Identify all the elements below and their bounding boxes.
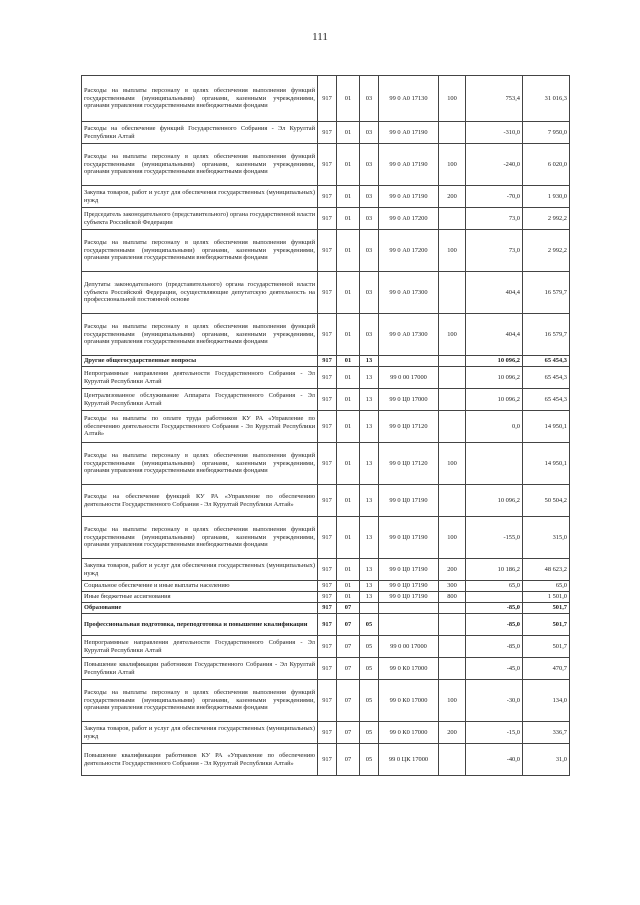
row-subsection-cell: 03 xyxy=(360,122,379,144)
row-article-cell: 99 0 А0 17300 xyxy=(379,314,439,356)
row-section-cell: 01 xyxy=(337,208,360,230)
row-section-cell: 01 xyxy=(337,272,360,314)
row-article-cell: 99 0 Ц0 17190 xyxy=(379,592,439,603)
row-section-cell: 07 xyxy=(337,636,360,658)
row-article-cell: 99 0 А0 17130 xyxy=(379,76,439,122)
row-name-cell: Повышение квалификации работников Государственного Собрания - Эл Курултай Республики Алтай xyxy=(82,658,318,680)
row-article-cell xyxy=(379,603,439,614)
row-total-cell: 16 579,7 xyxy=(523,314,570,356)
row-subsection-cell: 13 xyxy=(360,559,379,581)
row-type-cell: 200 xyxy=(439,559,466,581)
row-code-cell: 917 xyxy=(318,314,337,356)
row-name-cell: Расходы на выплаты персоналу в целях обеспечения выполнения функций государственными (муниципальными) органами, казенными учреждениями, органами управления государственными внебюджетными фондами xyxy=(82,230,318,272)
row-type-cell xyxy=(439,614,466,636)
page-number: 111 xyxy=(312,31,328,43)
row-name-cell: Расходы на обеспечение функций Государственного Собрания - Эл Курултай Республики Алтай xyxy=(82,122,318,144)
row-code-cell: 917 xyxy=(318,122,337,144)
row-article-cell: 99 0 Ц0 17190 xyxy=(379,559,439,581)
row-article-cell: 99 0 К0 17000 xyxy=(379,722,439,744)
row-code-cell: 917 xyxy=(318,658,337,680)
row-total-cell: 2 992,2 xyxy=(523,230,570,272)
row-article-cell: 99 0 00 17000 xyxy=(379,367,439,389)
row-name-cell: Расходы на обеспечение функций КУ РА «Управление по обеспечению деятельности Государственного Собрания - Эл Курултай Республики Алтай» xyxy=(82,485,318,517)
row-code-cell: 917 xyxy=(318,559,337,581)
row-name-cell: Непрограммные направления деятельности Государственного Собрания - Эл Курултай Республики Алтай xyxy=(82,636,318,658)
table-row xyxy=(82,485,570,517)
table-row xyxy=(82,356,570,367)
row-type-cell: 100 xyxy=(439,314,466,356)
row-total-cell: 31 016,3 xyxy=(523,76,570,122)
table-row xyxy=(82,367,570,389)
row-code-cell: 917 xyxy=(318,367,337,389)
table-row xyxy=(82,411,570,443)
row-article-cell xyxy=(379,614,439,636)
row-name-cell: Социальное обеспечение и иные выплаты населению xyxy=(82,581,318,592)
row-section-cell: 01 xyxy=(337,314,360,356)
row-subsection-cell: 13 xyxy=(360,356,379,367)
row-change-cell xyxy=(466,592,523,603)
row-type-cell: 200 xyxy=(439,186,466,208)
row-code-cell: 917 xyxy=(318,356,337,367)
row-code-cell: 917 xyxy=(318,680,337,722)
row-article-cell: 99 0 А0 17190 xyxy=(379,186,439,208)
row-type-cell xyxy=(439,658,466,680)
row-section-cell: 07 xyxy=(337,658,360,680)
row-total-cell: 336,7 xyxy=(523,722,570,744)
row-article-cell: 99 0 А0 17190 xyxy=(379,144,439,186)
row-subsection-cell: 05 xyxy=(360,658,379,680)
row-name-cell: Другие общегосударственные вопросы xyxy=(82,356,318,367)
table-row xyxy=(82,744,570,776)
row-change-cell: 10 096,2 xyxy=(466,485,523,517)
table-row xyxy=(82,614,570,636)
row-name-cell: Депутаты законодательного (представительного) органа государственной власти субъекта Российской Федерации, осуществляющие депутатскую деятельность на профессиональной постоянной основе xyxy=(82,272,318,314)
row-total-cell: 50 504,2 xyxy=(523,485,570,517)
table-row xyxy=(82,314,570,356)
row-code-cell: 917 xyxy=(318,272,337,314)
row-name-cell: Профессиональная подготовка, переподготовка и повышение квалификации xyxy=(82,614,318,636)
row-section-cell: 01 xyxy=(337,411,360,443)
row-total-cell: 501,7 xyxy=(523,614,570,636)
row-type-cell: 300 xyxy=(439,581,466,592)
table-row xyxy=(82,722,570,744)
row-subsection-cell xyxy=(360,603,379,614)
row-section-cell: 01 xyxy=(337,443,360,485)
row-total-cell: 501,7 xyxy=(523,603,570,614)
row-code-cell: 917 xyxy=(318,744,337,776)
row-change-cell: -310,0 xyxy=(466,122,523,144)
row-name-cell: Расходы на выплаты персоналу в целях обеспечения выполнения функций государственными (муниципальными) органами, казенными учреждениями, органами управления государственными внебюджетными фондами xyxy=(82,517,318,559)
row-change-cell: 753,4 xyxy=(466,76,523,122)
row-name-cell: Централизованное обслуживание Аппарата Государственного Собрания - Эл Курултай Республики Алтай xyxy=(82,389,318,411)
row-section-cell: 07 xyxy=(337,744,360,776)
row-change-cell: 404,4 xyxy=(466,314,523,356)
row-type-cell xyxy=(439,272,466,314)
row-change-cell: -155,0 xyxy=(466,517,523,559)
table-row xyxy=(82,636,570,658)
row-type-cell xyxy=(439,367,466,389)
row-code-cell: 917 xyxy=(318,581,337,592)
row-change-cell: 10 096,2 xyxy=(466,356,523,367)
row-section-cell: 01 xyxy=(337,122,360,144)
row-type-cell: 100 xyxy=(439,144,466,186)
row-name-cell: Расходы на выплаты персоналу в целях обеспечения выполнения функций государственными (муниципальными) органами, казенными учреждениями, органами управления государственными внебюджетными фондами xyxy=(82,680,318,722)
row-total-cell: 2 992,2 xyxy=(523,208,570,230)
row-section-cell: 01 xyxy=(337,592,360,603)
row-change-cell: -70,0 xyxy=(466,186,523,208)
row-subsection-cell: 03 xyxy=(360,230,379,272)
row-article-cell xyxy=(379,356,439,367)
row-change-cell: 404,4 xyxy=(466,272,523,314)
row-change-cell: -240,0 xyxy=(466,144,523,186)
row-type-cell xyxy=(439,356,466,367)
row-subsection-cell: 13 xyxy=(360,485,379,517)
row-change-cell: -45,0 xyxy=(466,658,523,680)
row-article-cell: 99 0 Ц0 17120 xyxy=(379,411,439,443)
row-subsection-cell: 03 xyxy=(360,208,379,230)
table-row xyxy=(82,144,570,186)
table-row xyxy=(82,272,570,314)
row-subsection-cell: 13 xyxy=(360,367,379,389)
table-row xyxy=(82,559,570,581)
row-section-cell: 01 xyxy=(337,367,360,389)
row-total-cell: 6 020,0 xyxy=(523,144,570,186)
row-article-cell: 99 0 А0 17190 xyxy=(379,122,439,144)
row-subsection-cell: 03 xyxy=(360,314,379,356)
row-code-cell: 917 xyxy=(318,389,337,411)
row-subsection-cell: 05 xyxy=(360,722,379,744)
row-code-cell: 917 xyxy=(318,208,337,230)
row-total-cell: 16 579,7 xyxy=(523,272,570,314)
row-change-cell: -15,0 xyxy=(466,722,523,744)
row-total-cell: 31,0 xyxy=(523,744,570,776)
row-code-cell: 917 xyxy=(318,230,337,272)
row-subsection-cell: 03 xyxy=(360,144,379,186)
row-subsection-cell: 05 xyxy=(360,614,379,636)
row-name-cell: Расходы на выплаты персоналу в целях обеспечения выполнения функций государственными (муниципальными) органами, казенными учреждениями, органами управления государственными внебюджетными фондами xyxy=(82,443,318,485)
row-type-cell: 100 xyxy=(439,443,466,485)
row-change-cell: 73,0 xyxy=(466,208,523,230)
row-type-cell xyxy=(439,485,466,517)
row-section-cell: 07 xyxy=(337,603,360,614)
row-name-cell: Расходы на выплаты персоналу в целях обеспечения выполнения функций государственными (муниципальными) органами, казенными учреждениями, органами управления государственными внебюджетными фондами xyxy=(82,144,318,186)
row-code-cell: 917 xyxy=(318,411,337,443)
row-total-cell: 14 950,1 xyxy=(523,443,570,485)
table-row xyxy=(82,581,570,592)
row-article-cell: 99 0 А0 17300 xyxy=(379,272,439,314)
row-section-cell: 01 xyxy=(337,485,360,517)
row-section-cell: 01 xyxy=(337,230,360,272)
table-row xyxy=(82,389,570,411)
row-article-cell: 99 0 Ц0 17190 xyxy=(379,581,439,592)
row-subsection-cell: 13 xyxy=(360,592,379,603)
row-code-cell: 917 xyxy=(318,485,337,517)
row-article-cell: 99 0 А0 17200 xyxy=(379,208,439,230)
row-section-cell: 01 xyxy=(337,76,360,122)
row-type-cell: 800 xyxy=(439,592,466,603)
row-name-cell: Председатель законодательного (представительного) органа государственной власти субъекта Российской Федерации xyxy=(82,208,318,230)
row-code-cell: 917 xyxy=(318,614,337,636)
row-subsection-cell: 05 xyxy=(360,680,379,722)
table-row xyxy=(82,230,570,272)
row-article-cell: 99 0 ЦК 17000 xyxy=(379,744,439,776)
row-section-cell: 01 xyxy=(337,581,360,592)
row-total-cell: 48 623,2 xyxy=(523,559,570,581)
row-type-cell xyxy=(439,389,466,411)
row-total-cell: 315,0 xyxy=(523,517,570,559)
row-name-cell: Закупка товаров, работ и услуг для обеспечения государственных (муниципальных) нужд xyxy=(82,186,318,208)
row-code-cell: 917 xyxy=(318,443,337,485)
table-row xyxy=(82,443,570,485)
row-article-cell: 99 0 Ц0 17190 xyxy=(379,485,439,517)
row-code-cell: 917 xyxy=(318,186,337,208)
row-change-cell: 65,0 xyxy=(466,581,523,592)
row-article-cell: 99 0 К0 17000 xyxy=(379,680,439,722)
row-name-cell: Закупка товаров, работ и услуг для обеспечения государственных (муниципальных) нужд xyxy=(82,559,318,581)
row-total-cell: 65,0 xyxy=(523,581,570,592)
table-row xyxy=(82,603,570,614)
row-article-cell: 99 0 Ц0 17190 xyxy=(379,517,439,559)
row-subsection-cell: 13 xyxy=(360,443,379,485)
row-code-cell: 917 xyxy=(318,603,337,614)
row-change-cell: -85,0 xyxy=(466,636,523,658)
row-type-cell xyxy=(439,603,466,614)
budget-table-body xyxy=(82,76,570,776)
row-code-cell: 917 xyxy=(318,592,337,603)
table-row xyxy=(82,76,570,122)
row-subsection-cell: 03 xyxy=(360,186,379,208)
row-article-cell: 99 0 Ц0 17120 xyxy=(379,443,439,485)
row-subsection-cell: 13 xyxy=(360,581,379,592)
table-row xyxy=(82,592,570,603)
row-total-cell: 1 501,0 xyxy=(523,592,570,603)
row-section-cell: 01 xyxy=(337,144,360,186)
row-change-cell: 10 186,2 xyxy=(466,559,523,581)
row-change-cell xyxy=(466,443,523,485)
row-subsection-cell: 13 xyxy=(360,389,379,411)
row-subsection-cell: 05 xyxy=(360,744,379,776)
row-name-cell: Образование xyxy=(82,603,318,614)
row-type-cell: 100 xyxy=(439,230,466,272)
row-type-cell xyxy=(439,744,466,776)
row-name-cell: Расходы на выплаты персоналу в целях обеспечения выполнения функций государственными (муниципальными) органами, казенными учреждениями, органами управления государственными внебюджетными фондами xyxy=(82,314,318,356)
table-row xyxy=(82,122,570,144)
row-change-cell: -85,0 xyxy=(466,614,523,636)
row-total-cell: 65 454,3 xyxy=(523,356,570,367)
row-total-cell: 134,0 xyxy=(523,680,570,722)
row-total-cell: 14 950,1 xyxy=(523,411,570,443)
row-type-cell: 100 xyxy=(439,76,466,122)
row-name-cell: Расходы на выплаты по оплате труда работников КУ РА «Управление по обеспечению деятельности Государственного Собрания - Эл Курултай Республики Алтай» xyxy=(82,411,318,443)
table-row xyxy=(82,658,570,680)
row-name-cell: Непрограммные направления деятельности Государственного Собрания - Эл Курултай Республики Алтай xyxy=(82,367,318,389)
row-subsection-cell: 05 xyxy=(360,636,379,658)
row-type-cell xyxy=(439,636,466,658)
row-subsection-cell: 13 xyxy=(360,517,379,559)
row-code-cell: 917 xyxy=(318,722,337,744)
row-change-cell: -85,0 xyxy=(466,603,523,614)
table-row xyxy=(82,517,570,559)
row-name-cell: Иные бюджетные ассигнования xyxy=(82,592,318,603)
row-section-cell: 01 xyxy=(337,559,360,581)
table-row xyxy=(82,208,570,230)
budget-table xyxy=(81,75,570,776)
table-row xyxy=(82,680,570,722)
row-change-cell: 10 096,2 xyxy=(466,367,523,389)
row-total-cell: 65 454,3 xyxy=(523,367,570,389)
table-row xyxy=(82,186,570,208)
row-section-cell: 07 xyxy=(337,680,360,722)
row-total-cell: 501,7 xyxy=(523,636,570,658)
row-subsection-cell: 03 xyxy=(360,76,379,122)
row-name-cell: Закупка товаров, работ и услуг для обеспечения государственных (муниципальных) нужд xyxy=(82,722,318,744)
row-section-cell: 01 xyxy=(337,356,360,367)
row-article-cell: 99 0 А0 17200 xyxy=(379,230,439,272)
row-section-cell: 01 xyxy=(337,517,360,559)
row-change-cell: -30,0 xyxy=(466,680,523,722)
row-change-cell: -40,0 xyxy=(466,744,523,776)
row-code-cell: 917 xyxy=(318,517,337,559)
row-code-cell: 917 xyxy=(318,144,337,186)
row-type-cell xyxy=(439,208,466,230)
row-section-cell: 07 xyxy=(337,614,360,636)
row-change-cell: 0,0 xyxy=(466,411,523,443)
row-type-cell: 100 xyxy=(439,517,466,559)
row-section-cell: 01 xyxy=(337,389,360,411)
row-total-cell: 7 950,0 xyxy=(523,122,570,144)
row-total-cell: 470,7 xyxy=(523,658,570,680)
row-change-cell: 10 096,2 xyxy=(466,389,523,411)
row-type-cell xyxy=(439,411,466,443)
row-total-cell: 65 454,3 xyxy=(523,389,570,411)
row-code-cell: 917 xyxy=(318,636,337,658)
row-name-cell: Расходы на выплаты персоналу в целях обеспечения выполнения функций государственными (муниципальными) органами, казенными учреждениями, органами управления государственными внебюджетными фондами xyxy=(82,76,318,122)
row-type-cell: 100 xyxy=(439,680,466,722)
row-change-cell: 73,0 xyxy=(466,230,523,272)
row-type-cell xyxy=(439,122,466,144)
row-name-cell: Повышение квалификации работников КУ РА «Управление по обеспечению деятельности Государственного Собрания - Эл Курултай Республики Алтай» xyxy=(82,744,318,776)
row-total-cell: 1 930,0 xyxy=(523,186,570,208)
row-article-cell: 99 0 00 17000 xyxy=(379,636,439,658)
row-section-cell: 07 xyxy=(337,722,360,744)
row-subsection-cell: 13 xyxy=(360,411,379,443)
row-type-cell: 200 xyxy=(439,722,466,744)
row-article-cell: 99 0 Ц0 17000 xyxy=(379,389,439,411)
row-code-cell: 917 xyxy=(318,76,337,122)
row-subsection-cell: 03 xyxy=(360,272,379,314)
row-section-cell: 01 xyxy=(337,186,360,208)
row-article-cell: 99 0 К0 17000 xyxy=(379,658,439,680)
